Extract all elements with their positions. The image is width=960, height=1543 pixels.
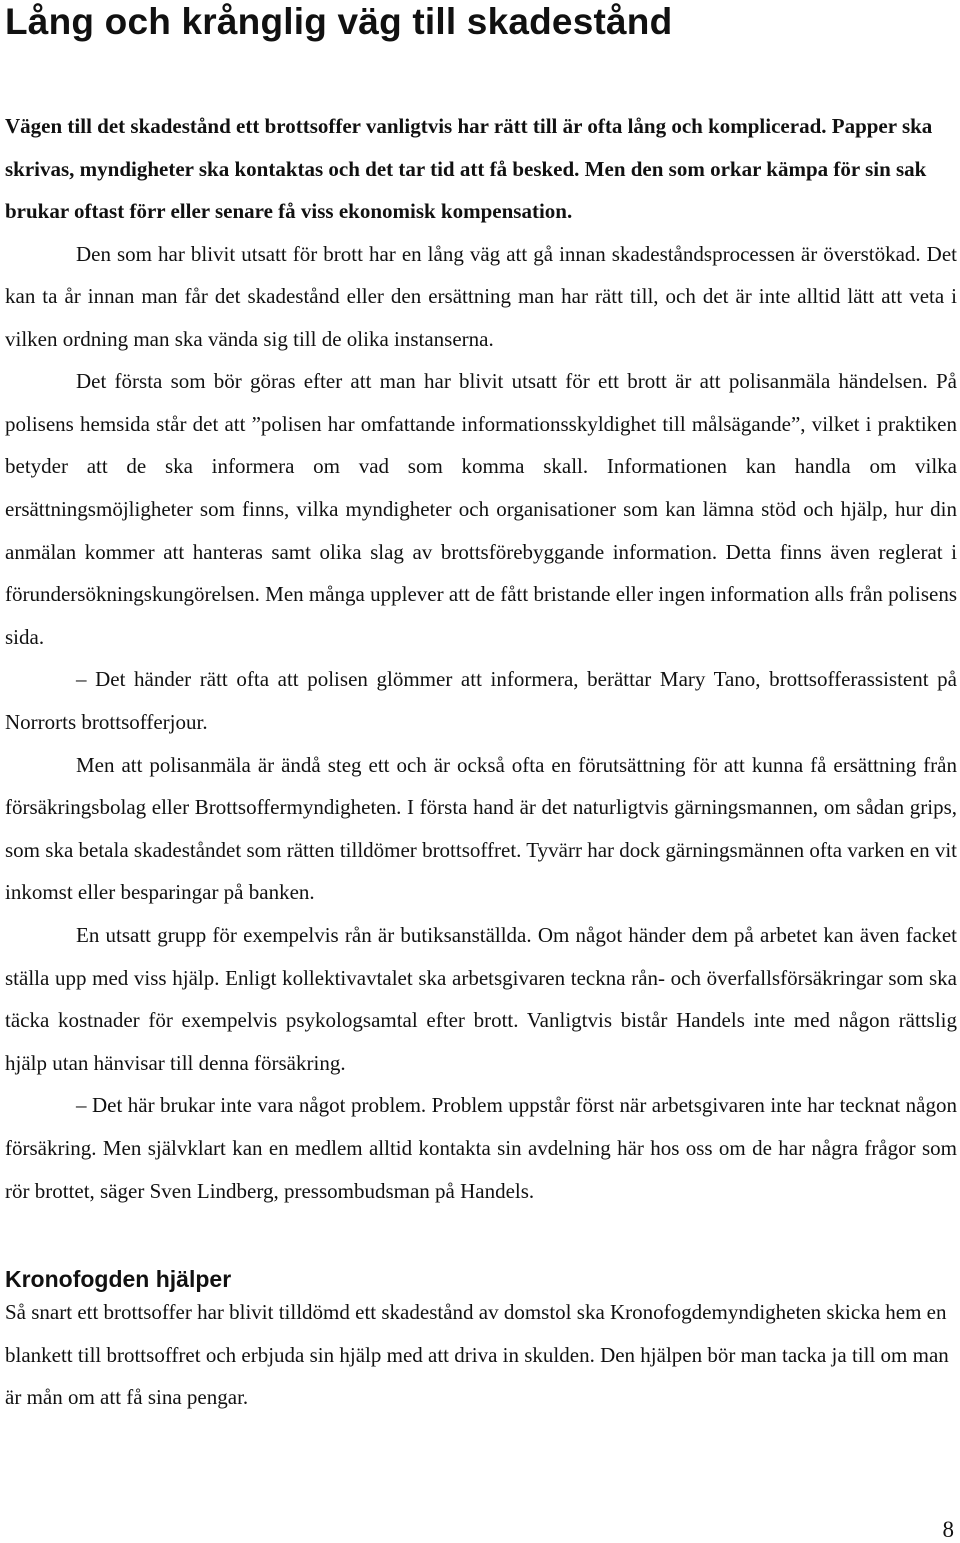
section-spacer [5, 1212, 957, 1264]
quote-paragraph-mary-tano: – Det händer rätt ofta att polisen glömmer att informera, berättar Mary Tano, brottsofferassistent på Norrorts brottsofferjour. [5, 667, 957, 735]
quote-paragraph-sven-lindberg: – Det här brukar inte vara något problem. Problem uppstår först när arbetsgivaren inte har tecknat någon försäkring. Men självklart kan en medlem alltid kontakta sin avdelning här hos oss om de har några frågor som rör brottet, säger Sven Lindberg, pressombudsman på Handels. [5, 1093, 957, 1203]
paragraph-4: Men att polisanmäla är ändå steg ett och är också ofta en förutsättning för att kunna få ersättning från försäkringsbolag eller Brottsoffermyndigheten. I första hand är det naturligtvis gärningsmannen, om sådan grips, som ska betala skadeståndet som rätten tilldömer brottsoffret. Tyvärr har dock gärningsmännen ofta varken en vit inkomst eller besparingar på banken. [5, 752, 957, 905]
paragraph-2: Det första som bör göras efter att man har blivit utsatt för ett brott är att polisanmäla händelsen. På polisens hemsida står det att ”polisen har omfattande informationsskyldighet till målsägande”, vilket i praktiken betyder att de ska informera om vad som komma skall. Informationen kan handla om vilka ersättningsmöjligheter som finns, vilka myndigheter och organisationer som kan lämna stöd och hjälp, hur din anmälan kommer att hanteras samt olika slag av brottsförebyggande information. Detta finns även reglerat i förundersökningskungörelsen. Men många upplever att de fått bristande eller ingen information alls från polisens sida. [5, 369, 957, 649]
paragraph-5: En utsatt grupp för exempelvis rån är butiksanställda. Om något händer dem på arbetet kan även facket ställa upp med viss hjälp. Enligt kollektivavtalet ska arbetsgivaren teckna rån- och överfallsförsäkringar som ska täcka kostnader för exempelvis psykologsamtal efter brott. Vanligtvis bistår Handels inte med någon rättslig hjälp utan hänvisar till denna försäkring. [5, 923, 957, 1075]
article-lead: Vägen till det skadestånd ett brottsoffer vanligtvis har rätt till är ofta lång och komplicerad. Papper ska skrivas, myndigheter ska kontaktas och det tar tid att få besked. Men den som orkar kämpa för sin sak brukar oftast förr eller senare få viss ekonomisk kompensation. [5, 114, 933, 223]
document-page [5, 0, 957, 1419]
article-title: Lång och krånglig väg till skadestånd [5, 1, 673, 42]
section-body: Så snart ett brottsoffer har blivit tilldömd ett skadestånd av domstol ska Kronofogdemyndigheten skicka hem en blankett till brottsoffret och erbjuda sin hjälp med att driva in skulden. Den hjälpen bör man tacka ja till om man är mån om att få sina pengar. [5, 1300, 949, 1410]
paragraph-1: Den som har blivit utsatt för brott har en lång väg att gå innan skadeståndsprocessen är överstökad. Det kan ta år innan man får det skadestånd eller den ersättning man har rätt till, och det är inte alltid lätt att veta i vilken ordning man ska vända sig till de olika instanserna. [5, 241, 957, 351]
page-number: 8 [942, 1517, 954, 1542]
section-heading: Kronofogden hjälper [5, 1266, 232, 1293]
